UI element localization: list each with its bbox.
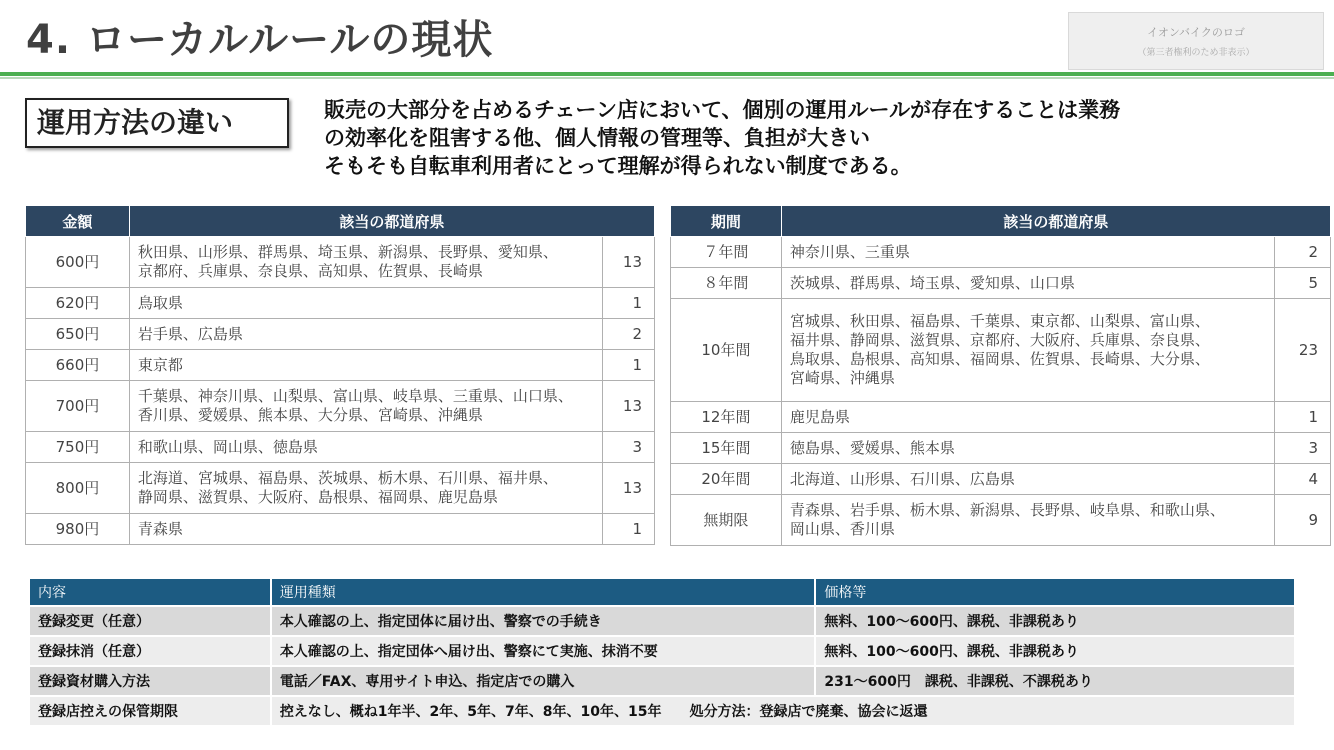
period-row-prefs-line: 神奈川県、三重県 bbox=[789, 242, 910, 261]
period-row-count: 9 bbox=[1275, 495, 1331, 546]
period-row-prefs-line: 徳島県、愛媛県、熊本県 bbox=[789, 438, 955, 457]
period-row-label: 12年間 bbox=[671, 402, 782, 433]
title-divider bbox=[0, 72, 1334, 76]
fee-row-label: 800円 bbox=[26, 463, 130, 514]
fee-row bbox=[26, 288, 655, 319]
operations-row bbox=[30, 696, 1295, 725]
fee-row-count: 2 bbox=[603, 319, 655, 350]
operations-row bbox=[30, 666, 1295, 696]
period-row-prefs-line: 青森県、岩手県、栃木県、新潟県、長野県、岐阜県、和歌山県、 bbox=[789, 501, 1225, 519]
period-row bbox=[671, 237, 1331, 268]
period-row-prefs-line: 鳥取県、島根県、高知県、福岡県、佐賀県、長崎県、大分県、 bbox=[789, 350, 1210, 368]
period-row-prefs-line: 岡山県、香川県 bbox=[789, 520, 895, 538]
fee-header-amount: 金額 bbox=[26, 206, 130, 237]
fee-table-header bbox=[26, 206, 655, 237]
fee-row-prefs-line: 秋田県、山形県、群馬県、埼玉県、新潟県、長野県、愛知県、 bbox=[137, 243, 558, 261]
fee-row bbox=[26, 319, 655, 350]
page-title: 4. ローカルルールの現状 bbox=[26, 17, 494, 63]
fee-row-label: 980円 bbox=[26, 514, 130, 545]
period-row-label: 10年間 bbox=[671, 299, 782, 402]
fee-row-prefs-line: 東京都 bbox=[137, 355, 183, 374]
period-row bbox=[671, 433, 1331, 464]
period-row-label: 15年間 bbox=[671, 433, 782, 464]
period-row-count: 1 bbox=[1275, 402, 1331, 433]
operations-cell: 無料、100～600円、課税、非課税あり bbox=[815, 606, 1295, 636]
fee-row-label: 750円 bbox=[26, 432, 130, 463]
period-row bbox=[671, 268, 1331, 299]
fee-row bbox=[26, 381, 655, 432]
period-row-prefs-line: 鹿児島県 bbox=[789, 407, 850, 426]
operations-cell: 231～600円 課税、非課税、不課税あり bbox=[815, 666, 1295, 696]
period-row-prefs bbox=[781, 268, 1274, 299]
period-row-count: 23 bbox=[1275, 299, 1331, 402]
operations-cell: 本人確認の上、指定団体へ届け出、警察にて実施、抹消不要 bbox=[271, 636, 816, 666]
fee-row-prefs-line: 青森県 bbox=[137, 519, 183, 538]
lead-line: の効率化を阻害する他、個人情報の管理等、負担が大きい bbox=[324, 126, 870, 150]
fee-row-prefs-line: 岩手県、広島県 bbox=[137, 324, 243, 343]
period-header-period: 期間 bbox=[671, 206, 782, 237]
operations-cell: 無料、100～600円、課税、非課税あり bbox=[815, 636, 1295, 666]
period-row-prefs bbox=[781, 464, 1274, 495]
fee-row bbox=[26, 350, 655, 381]
fee-row-prefs-line: 鳥取県 bbox=[137, 293, 183, 312]
fee-row-prefs bbox=[129, 381, 602, 432]
period-row-prefs-line: 茨城県、群馬県、埼玉県、愛知県、山口県 bbox=[789, 273, 1075, 292]
operations-cell: 控えなし、概ね1年半、2年、5年、7年、8年、10年、15年 処分方法：登録店で廃棄、協会に返還 bbox=[271, 696, 1295, 725]
fee-row-prefs-line: 和歌山県、岡山県、徳島県 bbox=[137, 437, 318, 456]
fee-row-prefs-line: 香川県、愛媛県、熊本県、大分県、宮崎県、沖縄県 bbox=[137, 406, 483, 424]
lead-line: そもそも自転車利用者にとって理解が得られない制度である。 bbox=[324, 154, 912, 178]
fee-row bbox=[26, 432, 655, 463]
period-row bbox=[671, 402, 1331, 433]
period-row-prefs-line: 福井県、静岡県、滋賀県、京都府、大阪府、兵庫県、奈良県、 bbox=[789, 331, 1210, 349]
fee-row-count: 1 bbox=[603, 288, 655, 319]
fee-row-count: 1 bbox=[603, 350, 655, 381]
fee-row-prefs bbox=[129, 463, 602, 514]
lead-line: 販売の大部分を占めるチェーン店において、個別の運用ルールが存在することは業務 bbox=[324, 98, 1121, 122]
fee-row-count: 3 bbox=[603, 432, 655, 463]
fee-row bbox=[26, 514, 655, 545]
fee-row-label: 660円 bbox=[26, 350, 130, 381]
fee-row-prefs-line: 静岡県、滋賀県、大阪府、島根県、福岡県、鹿児島県 bbox=[137, 488, 498, 506]
operations-cell: 本人確認の上、指定団体に届け出、警察での手続き bbox=[271, 606, 816, 636]
ops-header-price: 価格等 bbox=[815, 579, 1295, 606]
period-row-prefs bbox=[781, 433, 1274, 464]
fee-row-prefs bbox=[129, 514, 602, 545]
fee-row-prefs bbox=[129, 237, 602, 288]
operations-row bbox=[30, 636, 1295, 666]
period-row-count: 3 bbox=[1275, 433, 1331, 464]
period-row-label: ８年間 bbox=[671, 268, 782, 299]
period-row-prefs bbox=[781, 495, 1274, 546]
fee-header-prefs: 該当の都道府県 bbox=[129, 206, 654, 237]
fee-table bbox=[25, 205, 655, 545]
fee-row bbox=[26, 237, 655, 288]
fee-row-label: 620円 bbox=[26, 288, 130, 319]
fee-row bbox=[26, 463, 655, 514]
period-row-prefs bbox=[781, 299, 1274, 402]
period-row-prefs bbox=[781, 402, 1274, 433]
period-row bbox=[671, 464, 1331, 495]
period-row bbox=[671, 299, 1331, 402]
operations-table-header bbox=[30, 579, 1295, 606]
period-row-count: 4 bbox=[1275, 464, 1331, 495]
logo-placeholder-label: イオンバイクのロゴ bbox=[1147, 26, 1245, 39]
logo-placeholder-note: （第三者権利のため非表示） bbox=[1137, 48, 1255, 58]
period-row-prefs-line: 宮崎県、沖縄県 bbox=[789, 369, 895, 387]
period-row-prefs bbox=[781, 237, 1274, 268]
period-row-prefs-line: 北海道、山形県、石川県、広島県 bbox=[789, 469, 1015, 488]
period-row-prefs-line: 宮城県、秋田県、福島県、千葉県、東京都、山梨県、富山県、 bbox=[789, 312, 1210, 330]
period-row-count: 2 bbox=[1275, 237, 1331, 268]
fee-row-label: 650円 bbox=[26, 319, 130, 350]
period-table bbox=[670, 205, 1331, 546]
fee-row-prefs-line: 京都府、兵庫県、奈良県、高知県、佐賀県、長崎県 bbox=[137, 262, 483, 280]
operations-cell: 電話／FAX、専用サイト申込、指定店での購入 bbox=[271, 666, 816, 696]
lead-text bbox=[324, 96, 1120, 180]
period-row-label: 20年間 bbox=[671, 464, 782, 495]
fee-row-prefs bbox=[129, 350, 602, 381]
operations-cell: 登録資材購入方法 bbox=[30, 666, 271, 696]
operations-cell: 登録抹消（任意） bbox=[30, 636, 271, 666]
fee-row-prefs-line: 千葉県、神奈川県、山梨県、富山県、岐阜県、三重県、山口県、 bbox=[137, 387, 573, 405]
period-header-prefs: 該当の都道府県 bbox=[781, 206, 1330, 237]
fee-row-prefs bbox=[129, 432, 602, 463]
operations-table bbox=[30, 579, 1296, 725]
fee-row-count: 13 bbox=[603, 237, 655, 288]
fee-row-count: 13 bbox=[603, 463, 655, 514]
operations-cell: 登録店控えの保管期限 bbox=[30, 696, 271, 725]
operations-cell: 登録変更（任意） bbox=[30, 606, 271, 636]
fee-row-label: 700円 bbox=[26, 381, 130, 432]
logo-placeholder bbox=[1068, 12, 1324, 70]
fee-row-label: 600円 bbox=[26, 237, 130, 288]
ops-header-content: 内容 bbox=[30, 579, 271, 606]
fee-row-prefs bbox=[129, 319, 602, 350]
period-table-header bbox=[671, 206, 1331, 237]
period-row-count: 5 bbox=[1275, 268, 1331, 299]
period-row-label: 無期限 bbox=[671, 495, 782, 546]
fee-row-prefs-line: 北海道、宮城県、福島県、茨城県、栃木県、石川県、福井県、 bbox=[137, 469, 558, 487]
title-divider-shadow bbox=[0, 77, 1334, 79]
operations-row bbox=[30, 606, 1295, 636]
period-row bbox=[671, 495, 1331, 546]
fee-row-count: 13 bbox=[603, 381, 655, 432]
period-row-label: ７年間 bbox=[671, 237, 782, 268]
fee-row-prefs bbox=[129, 288, 602, 319]
section-tag: 運用方法の違い bbox=[25, 98, 289, 148]
fee-row-count: 1 bbox=[603, 514, 655, 545]
ops-header-type: 運用種類 bbox=[271, 579, 816, 606]
